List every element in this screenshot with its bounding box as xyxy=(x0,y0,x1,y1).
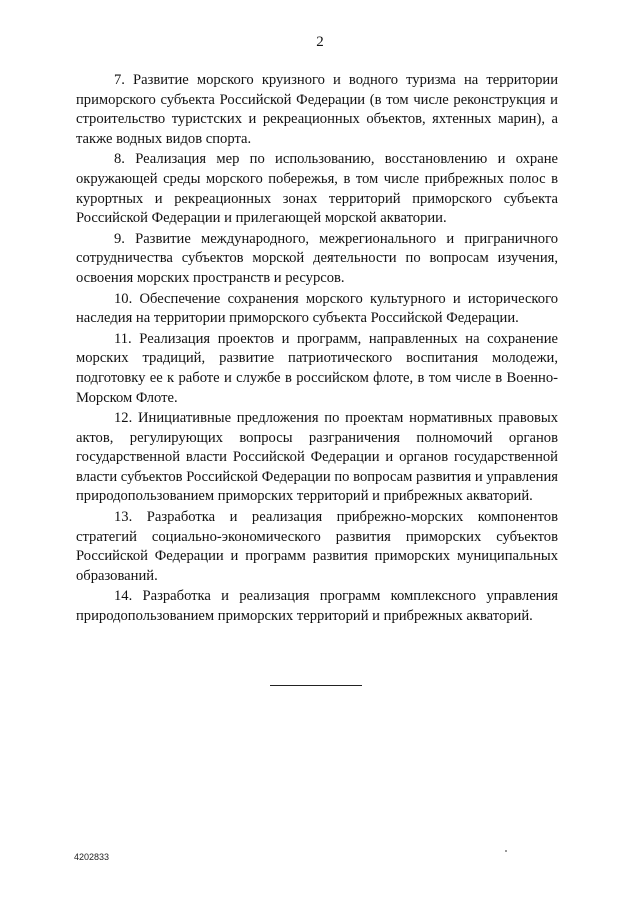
list-item-11: 11. Реализация проектов и программ, направленных на сохранение морских традиций, развитие патриотического воспитания молодежи, подготовку ее к работе и службе в российском флоте, в том числе в Военно-Морском Флоте. xyxy=(76,330,558,406)
list-item-7: 7. Развитие морского круизного и водного туризма на территории приморского субъекта Российской Федерации (в том числе реконструкция и строительство туристских и рекреационных объектов, яхтенных марин), а также водных видов спорта. xyxy=(76,72,558,147)
document-body xyxy=(76,71,558,628)
scan-dot-mark xyxy=(505,850,507,852)
list-item-8: 8. Реализация мер по использованию, восстановлению и охране окружающей среды морского побережья, в том числе прибрежных полос в курортных и рекреационных зонах территорий приморского субъекта Российской Федерации и прилегающей морской акватории. xyxy=(76,151,558,227)
list-item-10: 10. Обеспечение сохранения морского культурного и исторического наследия на территории приморского субъекта Российской Федерации. xyxy=(76,290,558,327)
list-item-9: 9. Развитие международного, межрегионального и приграничного сотрудничества субъектов морской деятельности по вопросам изучения, освоения морских пространств и ресурсов. xyxy=(76,230,558,286)
end-separator-line xyxy=(270,685,362,686)
page-number: 2 xyxy=(316,34,324,50)
list-item-13: 13. Разработка и реализация прибрежно-морских компонентов стратегий социально-экономического развития приморских субъектов Российской Федерации и программ развития приморских муниципальных образований. xyxy=(76,509,558,584)
list-item-12: 12. Инициативные предложения по проектам нормативных правовых актов, регулирующих вопросы разграничения полномочий органов государственной власти Российской Федерации и органов государственной власти субъектов Российской Федерации по вопросам развития и управления природопользованием приморских территорий и прибрежных акваторий. xyxy=(76,410,558,505)
document-code: 4202833 xyxy=(74,852,110,862)
list-item-14: 14. Разработка и реализация программ комплексного управления природопользованием приморских территорий и прибрежных акваторий. xyxy=(76,588,558,625)
